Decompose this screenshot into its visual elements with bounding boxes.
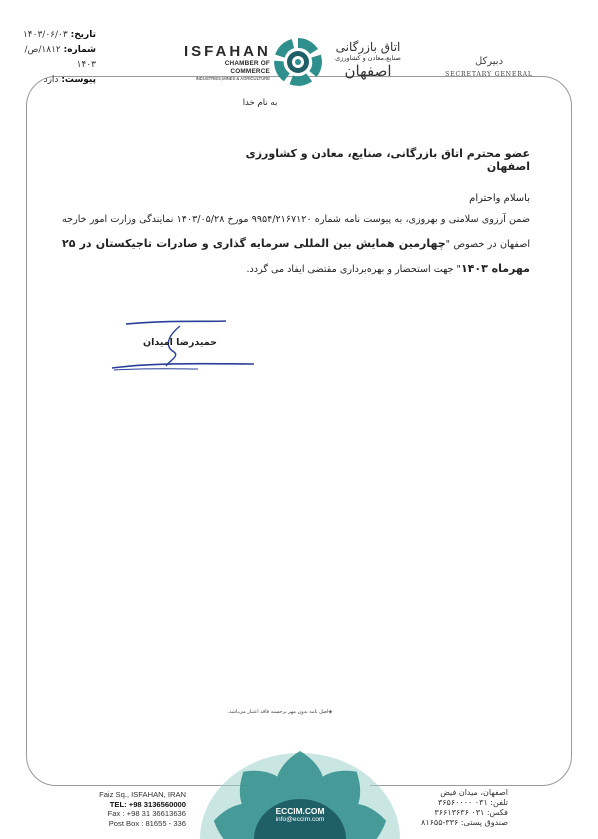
meta-number: شماره: ۱۸۱۲/ص/۱۴۰۳ [24, 45, 96, 70]
website-link[interactable]: ECCIM.COM [275, 806, 325, 816]
letter-frame [26, 76, 572, 786]
footer-english: Faiz Sq., ISFAHAN, IRAN TEL: +98 3136560000 Fax : +98 31 36613636 Post Box : 81655 - 336 [99, 790, 186, 828]
logo-english: ISFAHAN CHAMBER OF COMMERCE INDUSTRIES,MINES & AGRICULTURE [184, 43, 271, 81]
footer-contact [255, 806, 345, 824]
meta-attachment: پیوست: دارد [43, 75, 96, 85]
footer-persian: اصفهان، میدان فیض تلفن: ۰۳۱ ۳۶۵۶۰۰۰۰ فکس: ۰۳۱ ۳۶۶۱۳۶۳۶ صندوق پستی: ۳۳۶-۸۱۶۵۵ [421, 788, 508, 827]
email-link[interactable]: info@eccim.com [275, 816, 325, 823]
letter-body: ضمن آرزوی سلامتی و بهروزی، به پیوست نامه شماره ۹۹۵۴/۲۱۶۷۱۲۰ مورخ ۱۴۰۳/۰۵/۲۸ نمایندگی وزارت امور خارجه اصفهان در خصوص "چهارمین همایش بین المللی سرمایه گذاری و صادرات تاجیکستان در ۲۵ مهرماه ۱۴۰۳" جهت استحضار و بهره‌برداری مقتضی ایفاد می گردد. [62, 214, 531, 275]
basmala: به نام خدا [242, 98, 278, 108]
footer-rosette-icon [190, 744, 410, 839]
secretary-general: دبیرکل SECRETARY GENERAL [445, 56, 533, 78]
meta-date: تاریخ: ۱۴۰۳/۰۶/۰۳ [22, 30, 96, 40]
validity-note: ◈اصل نامه بدون مهر برجسته فاقد اعتبار می‌باشد. [227, 709, 333, 715]
addressee: عضو محترم اتاق بازرگانی، صنایع، معادن و کشاورزی اصفهان [245, 147, 530, 173]
greeting: باسلام واحترام [469, 193, 530, 204]
chamber-logo-icon [272, 36, 324, 88]
letter-meta [8, 28, 96, 88]
logo-persian: اتاق بازرگانی صنایع،معادن و کشاورزی اصفهان [335, 40, 401, 80]
event-title: چهارمین همایش بین المللی سرمایه گذاری و صادرات تاجیکستان در ۲۵ مهرماه ۱۴۰۳ [62, 237, 530, 275]
signer-name: حمیدرضا امیدان [143, 337, 217, 348]
